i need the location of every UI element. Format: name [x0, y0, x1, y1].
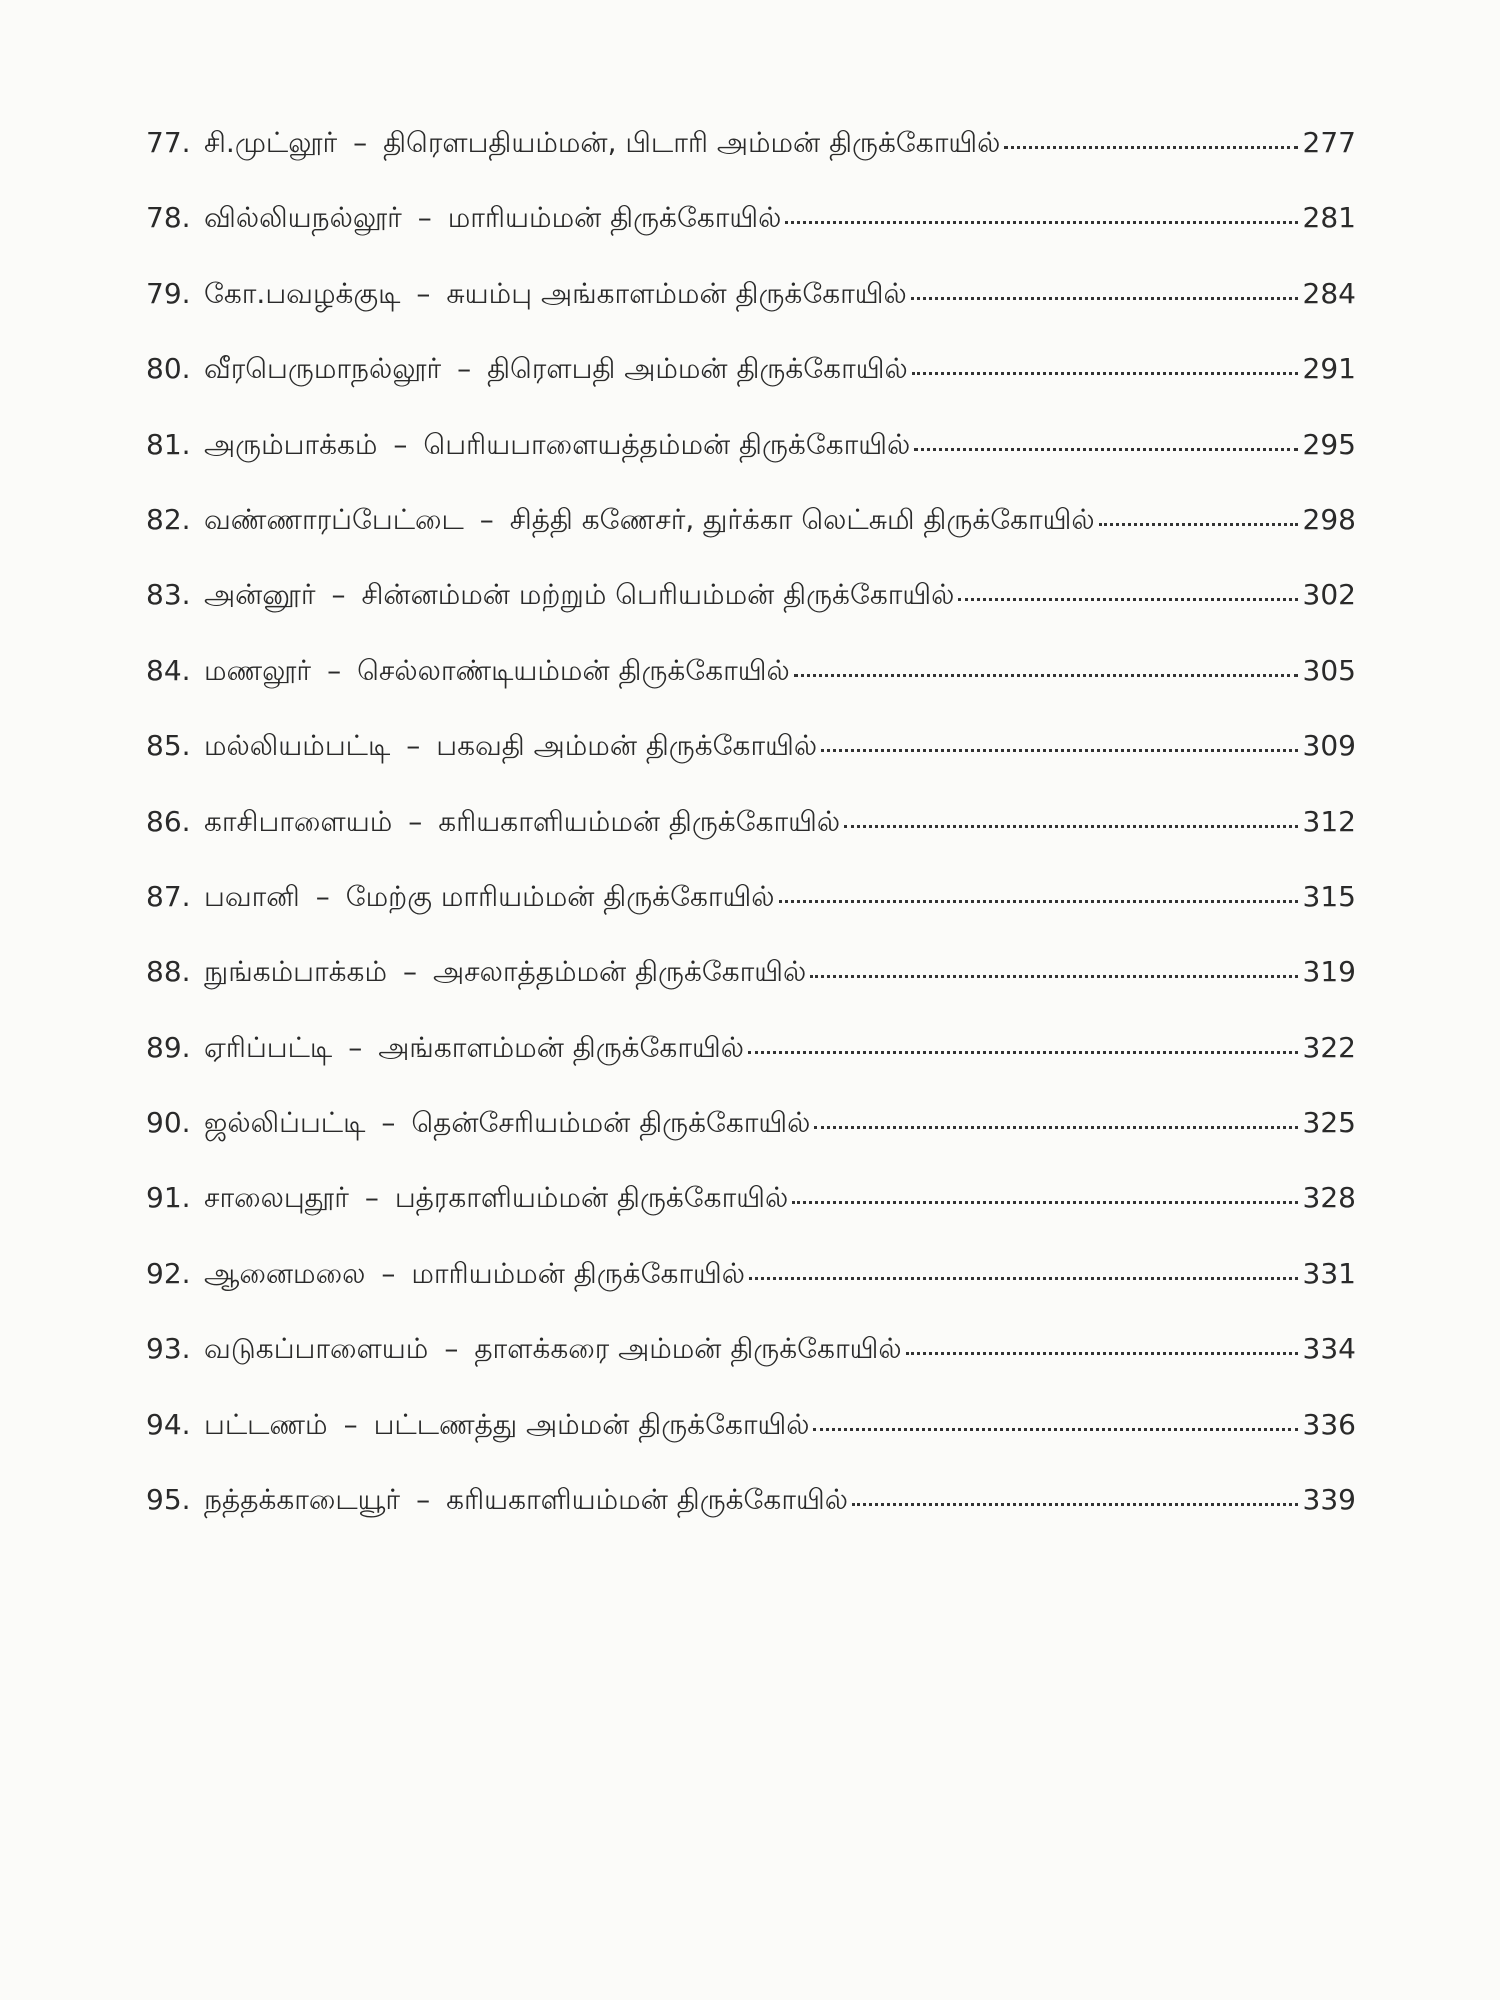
entry-place: அரும்பாக்கம் [204, 427, 378, 461]
entry-place: ஏரிப்பட்டி [204, 1030, 333, 1064]
entry-separator: – [381, 1106, 396, 1140]
dot-leader [852, 1479, 1298, 1509]
entry-number: 94. [146, 1407, 191, 1441]
dot-leader [749, 1253, 1298, 1283]
entry-place: வண்ணாரப்பேட்டை [204, 502, 464, 536]
toc-entry [146, 1177, 1356, 1252]
entry-page-number: 331 [1302, 1256, 1356, 1290]
entry-temple: கரியகாளியம்மன் திருக்கோயில் [438, 804, 841, 838]
entry-page-number: 284 [1302, 276, 1356, 310]
entry-number: 82. [146, 502, 191, 536]
entry-page-number: 281 [1302, 201, 1356, 235]
entry-separator: – [406, 729, 421, 763]
dot-leader [844, 801, 1298, 831]
entry-separator: – [416, 1483, 431, 1517]
dot-leader [914, 424, 1298, 454]
entry-separator: – [457, 352, 472, 386]
entry-number: 93. [146, 1332, 191, 1366]
toc-entry [146, 876, 1356, 951]
toc-entry [146, 1027, 1356, 1102]
entry-number: 86. [146, 804, 191, 838]
entry-temple: பட்டணத்து அம்மன் திருக்கோயில் [373, 1407, 810, 1441]
entry-temple: தாளக்கரை அம்மன் திருக்கோயில் [474, 1332, 902, 1366]
entry-page-number: 309 [1302, 729, 1356, 763]
entry-number: 80. [146, 352, 191, 386]
entry-temple: அங்காளம்மன் திருக்கோயில் [378, 1030, 744, 1064]
entry-page-number: 277 [1302, 126, 1356, 159]
entry-separator: – [343, 1407, 358, 1441]
entry-place: ஜல்லிப்பட்டி [204, 1106, 366, 1140]
entry-separator: – [417, 201, 432, 235]
entry-number: 91. [146, 1181, 191, 1215]
entry-page-number: 322 [1302, 1030, 1356, 1064]
toc-entry [146, 1328, 1356, 1403]
entry-page-number: 325 [1302, 1106, 1356, 1140]
toc-entry [146, 650, 1356, 725]
dot-leader [785, 197, 1298, 227]
entry-separator: – [348, 1030, 363, 1064]
entry-place: வீரபெருமாநல்லூர் [204, 352, 442, 386]
entry-number: 95. [146, 1483, 191, 1517]
entry-number: 87. [146, 879, 191, 913]
entry-temple: தென்சேரியம்மன் திருக்கோயில் [411, 1106, 811, 1140]
entry-page-number: 298 [1302, 502, 1356, 536]
dot-leader [814, 1102, 1298, 1132]
entry-temple: மேற்கு மாரியம்மன் திருக்கோயில் [345, 879, 775, 913]
entry-temple: செல்லாண்டியம்மன் திருக்கோயில் [357, 653, 790, 687]
toc-entry [146, 725, 1356, 800]
entry-separator: – [479, 502, 494, 536]
entry-temple: மாரியம்மன் திருக்கோயில் [447, 201, 782, 235]
entry-temple: சின்னம்மன் மற்றும் பெரியம்மன் திருக்கோயில் [361, 578, 955, 612]
entry-temple: பெரியபாளையத்தம்மன் திருக்கோயில் [423, 427, 911, 461]
entry-separator: – [331, 578, 346, 612]
dot-leader [792, 1177, 1298, 1207]
entry-separator: – [444, 1332, 459, 1366]
entry-page-number: 305 [1302, 653, 1356, 687]
entry-separator: – [364, 1181, 379, 1215]
entry-page-number: 315 [1302, 879, 1356, 913]
entry-temple: கரியகாளியம்மன் திருக்கோயில் [446, 1483, 848, 1517]
dot-leader [958, 574, 1298, 604]
entry-number: 77. [146, 126, 191, 159]
toc-entry [146, 424, 1356, 499]
entry-number: 88. [146, 955, 191, 989]
entry-temple: திரௌபதி அம்மன் திருக்கோயில் [487, 352, 908, 386]
entry-separator: – [381, 1256, 396, 1290]
entry-place: காசிபாளையம் [204, 804, 393, 838]
toc-entry [146, 122, 1356, 197]
entry-temple: திரௌபதியம்மன், பிடாரி அம்மன் திருக்கோயில் [383, 126, 1001, 159]
entry-number: 78. [146, 201, 191, 235]
entry-page-number: 319 [1302, 955, 1356, 989]
dot-leader [912, 348, 1298, 378]
entry-number: 85. [146, 729, 191, 763]
dot-leader [1099, 499, 1298, 529]
entry-page-number: 334 [1302, 1332, 1356, 1366]
dot-leader [821, 725, 1298, 755]
dot-leader [906, 1328, 1298, 1358]
toc-entry [146, 197, 1356, 272]
toc-entry [146, 801, 1356, 876]
toc-entry [146, 1479, 1356, 1554]
entry-number: 81. [146, 427, 191, 461]
table-of-contents [146, 122, 1356, 1554]
entry-place: பட்டணம் [204, 1407, 328, 1441]
entry-place: சாலைபுதூர் [204, 1181, 349, 1215]
entry-page-number: 291 [1302, 352, 1356, 386]
entry-temple: சித்தி கணேசர், துர்க்கா லெட்சுமி திருக்கோயில் [509, 502, 1095, 536]
entry-temple: மாரியம்மன் திருக்கோயில் [411, 1256, 745, 1290]
entry-place: நத்தக்காடையூர் [204, 1483, 401, 1517]
toc-entry [146, 1404, 1356, 1479]
entry-place: மணலூர் [204, 653, 312, 687]
entry-temple: பத்ரகாளியம்மன் திருக்கோயில் [394, 1181, 789, 1215]
entry-place: பவானி [204, 879, 300, 913]
entry-number: 83. [146, 578, 191, 612]
entry-separator: – [315, 879, 330, 913]
entry-number: 79. [146, 276, 191, 310]
dot-leader [1004, 122, 1298, 152]
entry-number: 84. [146, 653, 191, 687]
entry-page-number: 328 [1302, 1181, 1356, 1215]
entry-place: மல்லியம்பட்டி [204, 729, 391, 763]
entry-temple: சுயம்பு அங்காளம்மன் திருக்கோயில் [446, 276, 907, 310]
entry-number: 90. [146, 1106, 191, 1140]
entry-place: அன்னூர் [204, 578, 316, 612]
dot-leader [813, 1404, 1298, 1434]
toc-entry [146, 273, 1356, 348]
toc-entry [146, 951, 1356, 1026]
entry-place: வில்லியநல்லூர் [204, 201, 402, 235]
toc-entry [146, 1253, 1356, 1328]
entry-place: நுங்கம்பாக்கம் [204, 955, 387, 989]
dot-leader [779, 876, 1299, 906]
dot-leader [911, 273, 1298, 303]
entry-place: ஆனைமலை [204, 1256, 366, 1290]
entry-number: 92. [146, 1256, 191, 1290]
entry-separator: – [416, 276, 431, 310]
entry-temple: பகவதி அம்மன் திருக்கோயில் [436, 729, 818, 763]
entry-separator: – [353, 126, 368, 159]
dot-leader [748, 1027, 1298, 1057]
toc-entry [146, 348, 1356, 423]
entry-page-number: 336 [1302, 1407, 1356, 1441]
entry-place: கோ.பவழக்குடி [204, 276, 401, 310]
toc-entry [146, 574, 1356, 649]
entry-separator: – [393, 427, 408, 461]
dot-leader [794, 650, 1298, 680]
entry-place: வடுகப்பாளையம் [204, 1332, 429, 1366]
toc-entry [146, 499, 1356, 574]
entry-page-number: 339 [1302, 1483, 1356, 1517]
entry-page-number: 312 [1302, 804, 1356, 838]
entry-separator: – [327, 653, 342, 687]
entry-separator: – [402, 955, 417, 989]
entry-place: சி.முட்லூர் [204, 126, 338, 159]
entry-page-number: 295 [1302, 427, 1356, 461]
dot-leader [810, 951, 1298, 981]
entry-temple: அசலாத்தம்மன் திருக்கோயில் [432, 955, 807, 989]
entry-separator: – [408, 804, 423, 838]
entry-number: 89. [146, 1030, 191, 1064]
entry-page-number: 302 [1302, 578, 1356, 612]
toc-entry [146, 1102, 1356, 1177]
